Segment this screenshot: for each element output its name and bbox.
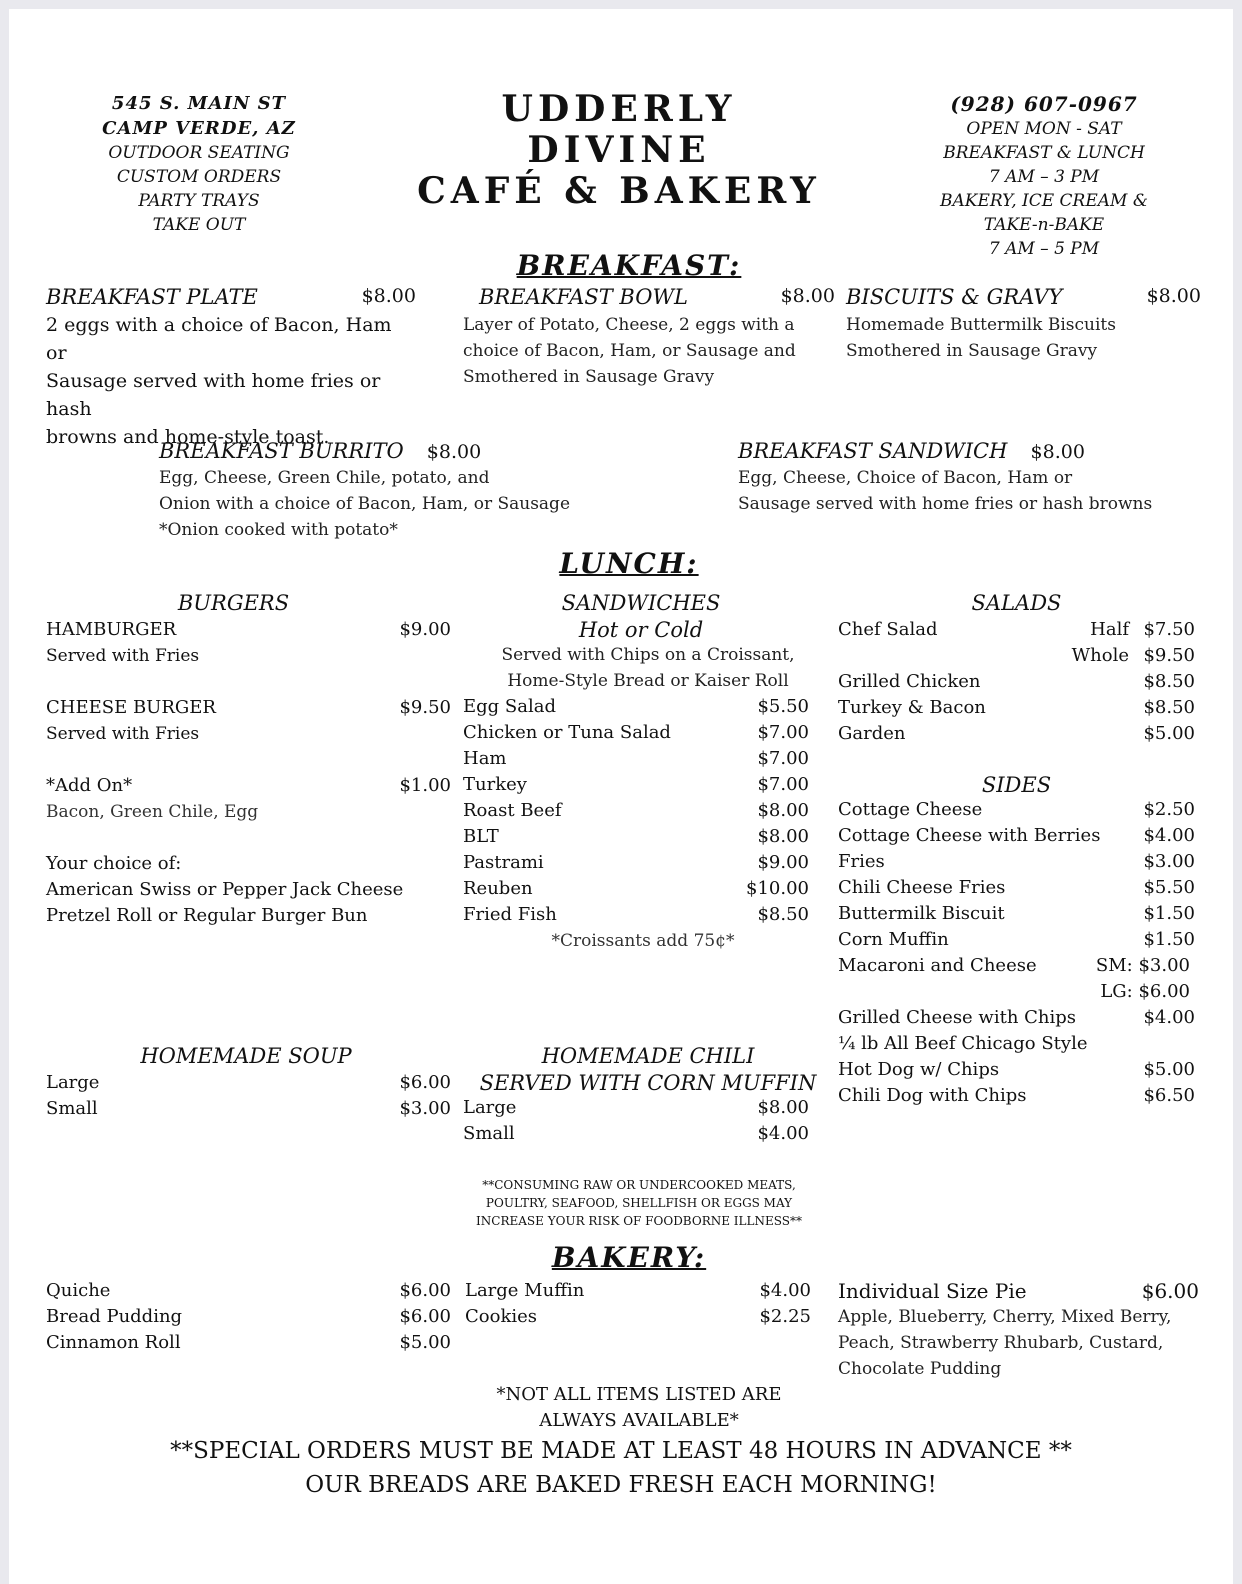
salad-name: Garden [838,723,906,744]
hours-bakery-time: 7 AM – 5 PM [988,239,1100,259]
hours-meals: BREAKFAST & LUNCH [943,143,1145,163]
warning-line: INCREASE YOUR RISK OF FOODBORNE ILLNESS** [476,1214,802,1228]
side-row [838,901,1195,927]
sandwich-name: Turkey [463,774,527,795]
bakery-left [46,1278,451,1356]
hotdog-name: Hot Dog w/ Chips [838,1059,1000,1080]
chef-whole-price: $9.50 [1143,645,1195,666]
side-name: Cottage Cheese [838,799,983,820]
pie-flavors: Apple, Blueberry, Cherry, Mixed Berry, [838,1307,1172,1327]
biscuits-gravy-desc: Smothered in Sausage Gravy [846,341,1098,361]
chef-whole-label: Whole [1071,645,1129,666]
breakfast-sandwich-desc: Egg, Cheese, Choice of Bacon, Ham or [738,468,1073,488]
address-street: 545 S. MAIN ST [111,93,287,114]
sandwich-name: Ham [463,748,507,769]
breakfast-plate-name: BREAKFAST PLATE [46,285,258,309]
quiche-name: Quiche [46,1280,111,1301]
bakery-mid [465,1278,811,1330]
sandwich-row [463,720,809,746]
pie-section [838,1278,1199,1382]
warning-line: **CONSUMING RAW OR UNDERCOOKED MEATS, [482,1178,796,1192]
breakfast-plate-price: $8.00 [361,285,416,307]
hamburger-name: HAMBURGER [46,619,177,640]
soup-small-name: Small [46,1098,98,1119]
feature-outdoor: OUTDOOR SEATING [108,143,290,163]
breakfast-heading: BREAKFAST: [516,249,742,282]
address-city: CAMP VERDE, AZ [102,118,296,139]
side-row [838,797,1195,823]
title-line-2: DIVINE [527,129,711,171]
lunch-heading: LUNCH: [559,547,699,580]
cookies-price: $2.25 [759,1306,811,1327]
mac-cheese-lg: LG: $6.00 [1100,981,1190,1002]
biscuits-gravy-desc: Homemade Buttermilk Biscuits [846,315,1116,335]
cheeseburger-price: $9.50 [399,697,451,718]
breakfast-plate-desc: 2 eggs with a choice of Bacon, Ham or [46,314,392,364]
breakfast-sandwich-desc: Sausage served with home fries or hash browns [738,494,1153,514]
cinnamon-roll-price: $5.00 [399,1332,451,1353]
menu-page [9,9,1233,1584]
addon-note: Bacon, Green Chile, Egg [46,802,259,822]
fresh-bread-note: OUR BREADS ARE BAKED FRESH EACH MORNING! [305,1472,937,1498]
sandwich-row [463,694,809,720]
large-muffin-name: Large Muffin [465,1280,585,1301]
hamburger-note: Served with Fries [46,646,200,666]
breakfast-bowl-desc: Layer of Potato, Cheese, 2 eggs with a [463,315,795,335]
feature-custom: CUSTOM ORDERS [116,167,282,187]
addon-price: $1.00 [399,775,451,796]
grilled-cheese-name: Grilled Cheese with Chips [838,1007,1077,1028]
breakfast-plate-desc: browns and home-style toast. [46,426,330,448]
bakery-heading: BAKERY: [551,1241,707,1274]
pie-flavors: Peach, Strawberry Rhubarb, Custard, [838,1333,1164,1353]
soup-large-name: Large [46,1072,100,1093]
address-block [49,91,349,237]
side-name: Corn Muffin [838,929,949,950]
feature-party: PARTY TRAYS [138,191,260,211]
hours-meals-time: 7 AM – 3 PM [988,167,1100,187]
breakfast-burrito [159,439,599,543]
chilidog-name: Chili Dog with Chips [838,1085,1027,1106]
cafe-title [349,89,889,212]
salad-price: $5.00 [1143,723,1195,744]
hotdog-price: $5.00 [1143,1059,1195,1080]
soup-section [46,1044,451,1122]
warning-line: POULTRY, SEAFOOD, SHELLFISH OR EGGS MAY [485,1196,793,1210]
availability-line: *NOT ALL ITEMS LISTED ARE [496,1384,782,1405]
side-price: $2.50 [1143,799,1195,820]
sandwich-row [463,746,809,772]
biscuits-gravy [846,285,1201,364]
chili-section [463,1044,817,1147]
cheeseburger-name: CHEESE BURGER [46,697,216,718]
burgers-section [46,591,451,929]
sandwich-price: $5.50 [757,696,809,717]
pie-price: $6.00 [1141,1279,1199,1303]
sandwich-price: $10.00 [746,878,809,899]
mac-cheese-sm: SM: $3.00 [1095,955,1190,976]
foodborne-warning [449,1176,829,1230]
hamburger-price: $9.00 [399,619,451,640]
sandwich-row [463,876,809,902]
side-row [838,849,1195,875]
sandwich-price: $8.00 [757,800,809,821]
sandwich-row [463,798,809,824]
availability-line: ALWAYS AVAILABLE* [539,1410,739,1431]
salad-name: Turkey & Bacon [838,697,986,718]
burger-choice-label: Your choice of: [46,853,182,874]
mac-cheese-name: Macaroni and Cheese [838,955,1037,976]
breakfast-bowl-desc: Smothered in Sausage Gravy [463,367,715,387]
availability-note [449,1382,829,1434]
sandwich-price: $7.00 [757,774,809,795]
grilled-cheese-price: $4.00 [1143,1007,1195,1028]
side-row [838,927,1195,953]
soup-heading: HOMEMADE SOUP [140,1044,352,1068]
biscuits-gravy-price: $8.00 [1146,285,1201,307]
sandwich-row [463,902,809,928]
sandwich-name: Reuben [463,878,533,899]
soup-large-price: $6.00 [399,1072,451,1093]
chef-half-label: Half [1090,619,1129,640]
title-line-1: UDDERLY [501,88,737,130]
chef-salad-name: Chef Salad [838,619,938,640]
breakfast-bowl-name: BREAKFAST BOWL [479,285,688,309]
sandwiches-desc: Home-Style Bread or Kaiser Roll [507,671,789,691]
side-name: Cottage Cheese with Berries [838,825,1101,846]
bread-pudding-price: $6.00 [399,1306,451,1327]
sandwich-price: $8.50 [757,904,809,925]
sandwiches-section [463,591,809,954]
breakfast-bowl [463,285,835,390]
breakfast-sandwich [738,439,1178,517]
hours-block [894,91,1194,261]
soup-small-price: $3.00 [399,1098,451,1119]
title-line-3: CAFÉ & BAKERY [417,170,821,212]
chili-small-price: $4.00 [757,1123,809,1144]
hours-bakery: BAKERY, ICE CREAM & [940,191,1148,211]
side-price: $4.00 [1143,825,1195,846]
biscuits-gravy-name: BISCUITS & GRAVY [846,285,1063,309]
salads-heading: SALADS [971,591,1062,615]
sides-heading: SIDES [981,773,1052,797]
sandwich-name: Pastrami [463,852,544,873]
side-price: $5.50 [1143,877,1195,898]
side-row [838,875,1195,901]
hours-takenbake: TAKE-n-BAKE [983,215,1105,235]
side-price: $1.50 [1143,929,1195,950]
chili-large-price: $8.00 [757,1097,809,1118]
cinnamon-roll-name: Cinnamon Roll [46,1332,181,1353]
sandwich-row [463,772,809,798]
sandwich-price: $7.00 [757,722,809,743]
pie-name: Individual Size Pie [838,1279,1027,1303]
salads-section [838,591,1195,1109]
sandwich-name: Egg Salad [463,696,556,717]
footer-notes [29,1434,1213,1502]
quiche-price: $6.00 [399,1280,451,1301]
side-name: Fries [838,851,885,872]
salad-row [838,669,1195,695]
sandwich-price: $8.00 [757,826,809,847]
sandwich-name: Chicken or Tuna Salad [463,722,671,743]
sandwich-name: Roast Beef [463,800,562,821]
side-price: $1.50 [1143,903,1195,924]
feature-takeout: TAKE OUT [152,215,246,235]
breakfast-sandwich-price: $8.00 [1030,441,1085,463]
salad-row [838,695,1195,721]
sandwich-row [463,824,809,850]
breakfast-sandwich-name: BREAKFAST SANDWICH [738,439,1008,463]
burger-cheese-choice: American Swiss or Pepper Jack Cheese [46,879,404,900]
breakfast-burrito-desc: Egg, Cheese, Green Chile, potato, and [159,468,490,488]
side-price: $3.00 [1143,851,1195,872]
chili-large-name: Large [463,1097,517,1118]
burgers-heading: BURGERS [177,591,290,615]
salad-name: Grilled Chicken [838,671,981,692]
sandwiches-desc: Served with Chips on a Croissant, [501,645,795,665]
breakfast-burrito-desc: *Onion cooked with potato* [159,520,398,540]
hours-days: OPEN MON - SAT [966,119,1122,139]
addon-name: *Add On* [46,775,133,796]
phone-number: (928) 607-0967 [950,92,1138,116]
breakfast-bowl-desc: choice of Bacon, Ham, or Sausage and [463,341,796,361]
salad-row [838,721,1195,747]
side-row [838,823,1195,849]
chili-subheading: SERVED WITH CORN MUFFIN [479,1071,817,1095]
chef-half-price: $7.50 [1143,619,1195,640]
pie-flavors: Chocolate Pudding [838,1359,1002,1379]
salad-price: $8.50 [1143,671,1195,692]
chili-small-name: Small [463,1123,515,1144]
sandwich-price: $9.00 [757,852,809,873]
special-orders-note: **SPECIAL ORDERS MUST BE MADE AT LEAST 48 HOURS IN ADVANCE ** [170,1438,1072,1464]
hotdog-style: ¼ lb All Beef Chicago Style [838,1033,1088,1054]
cheeseburger-note: Served with Fries [46,724,200,744]
side-name: Buttermilk Biscuit [838,903,1005,924]
breakfast-burrito-desc: Onion with a choice of Bacon, Ham, or Sausage [159,494,571,514]
breakfast-burrito-price: $8.00 [426,441,482,463]
side-name: Chili Cheese Fries [838,877,1006,898]
breakfast-plate [46,285,416,451]
breakfast-plate-desc: Sausage served with home fries or hash [46,370,381,420]
sandwich-price: $7.00 [757,748,809,769]
sandwiches-sub: Hot or Cold [578,618,704,642]
salad-price: $8.50 [1143,697,1195,718]
chilidog-price: $6.50 [1143,1085,1195,1106]
breakfast-bowl-price: $8.00 [780,285,835,307]
breakfast-burrito-name: BREAKFAST BURRITO [159,439,404,463]
bread-pudding-name: Bread Pudding [46,1306,183,1327]
burger-bun-choice: Pretzel Roll or Regular Burger Bun [46,905,368,926]
sandwich-row [463,850,809,876]
sandwiches-heading: SANDWICHES [561,591,721,615]
croissant-note: *Croissants add 75¢* [551,931,735,951]
cookies-name: Cookies [465,1306,537,1327]
sandwich-name: BLT [463,826,499,847]
sandwich-name: Fried Fish [463,904,557,925]
large-muffin-price: $4.00 [759,1280,811,1301]
chili-heading: HOMEMADE CHILI [541,1044,755,1068]
